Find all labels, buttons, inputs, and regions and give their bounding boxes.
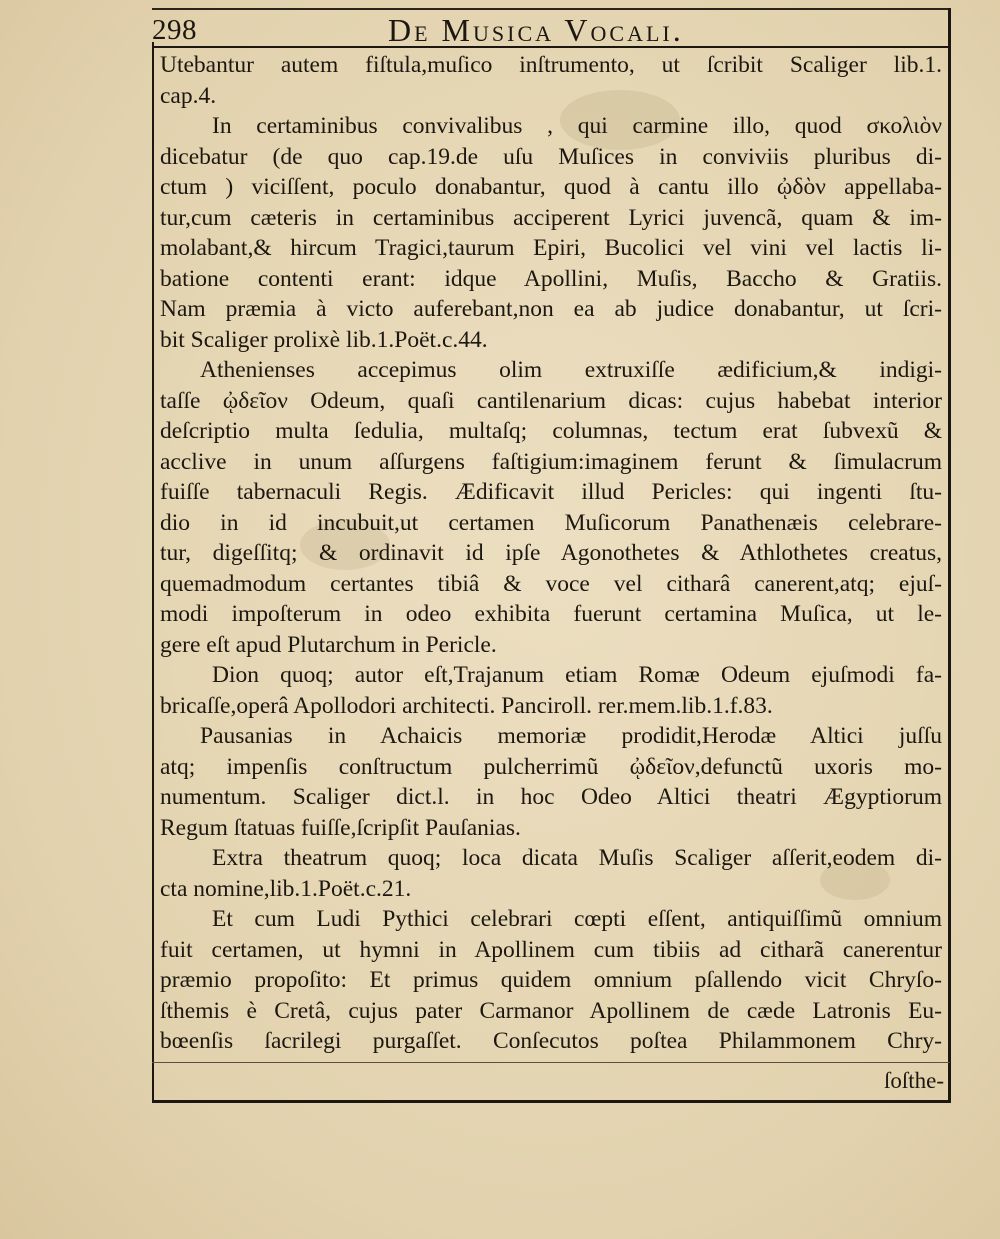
text-line: numentum. Scaliger dict.l. in hoc Odeo Altici theatri Ægyptiorum <box>160 784 942 810</box>
text-line: præmio propoſito: Et primus quidem omnium pſallendo vicit Chryſo- <box>160 967 942 993</box>
text-line: deſcriptio multa ſedulia, multaſq; columnas, tectum erat ſubvexũ & <box>160 418 942 444</box>
text-line: modi impoſterum in odeo exhibita fuerunt certamina Muſica, ut le- <box>160 601 942 627</box>
text-line: In certaminibus convivalibus , qui carmine illo, quod σκολιὸν <box>212 113 942 139</box>
text-line: gere eſt apud Plutarchum in Pericle. <box>160 631 497 658</box>
text-line: cap.4. <box>160 82 217 109</box>
text-line: ctum ) viciſſent, poculo donabantur, quod à cantu illo ᾠδὸν appellaba- <box>160 174 942 200</box>
text-line: Extra theatrum quoq; loca dicata Muſis Scaliger aſſerit,eodem di- <box>212 845 942 871</box>
text-line: Athenienses accepimus olim extruxiſſe ædificium,& indigi- <box>200 357 942 383</box>
text-line: atq; impenſis conſtructum pulcherrimũ ᾠδεῖον,defunctũ uxoris mo- <box>160 753 942 780</box>
bottom-rule <box>152 1062 950 1063</box>
text-line: acclive in unum aſſurgens faſtigium:imaginem ferunt & ſimulacrum <box>160 448 942 475</box>
page-number: 298 <box>152 14 197 46</box>
text-line: Et cum Ludi Pythici celebrari cœpti eſſent, antiquiſſimũ omnium <box>212 906 942 932</box>
body-text <box>160 50 942 1057</box>
text-line: Pausanias in Achaicis memoriæ prodidit,Herodæ Altici juſſu <box>200 723 942 749</box>
text-line: Nam præmia à victo auferebant,non ea ab judice donabantur, ut ſcri- <box>160 296 942 322</box>
text-line: Utebantur autem fiſtula,muſico inſtrumento, ut ſcribit Scaliger lib.1. <box>160 52 942 78</box>
text-line: Regum ſtatuas fuiſſe,ſcripſit Pauſanias. <box>160 814 521 841</box>
text-line: quemadmodum certantes tibiâ & voce vel citharâ canerent,atq; ejuſ- <box>160 570 942 597</box>
text-line: ſthemis è Cretâ, cujus pater Carmanor Apollinem de cæde Latronis Eu- <box>160 997 942 1024</box>
text-line: dicebatur (de quo cap.19.de uſu Muſices in conviviis pluribus di- <box>160 143 942 170</box>
text-line: cta nomine,lib.1.Poët.c.21. <box>160 875 412 902</box>
text-line: Dion quoq; autor eſt,Trajanum etiam Romæ Odeum ejuſmodi fa- <box>212 662 942 688</box>
text-line: fuit certamen, ut hymni in Apollinem cum tibiis ad citharã canerentur <box>160 936 942 963</box>
text-line: bit Scaliger prolixè lib.1.Poët.c.44. <box>160 326 488 353</box>
text-line: tur,cum cæteris in certaminibus acciperent Lyrici juvencã, quam & im- <box>160 204 942 231</box>
text-line: dio in id incubuit,ut certamen Muſicorum Panathenæis celebrare- <box>160 509 942 536</box>
text-line: batione contenti erant: idque Apollini, Muſis, Baccho & Gratiis. <box>160 265 942 292</box>
frame-left-rule <box>152 42 154 1100</box>
text-line: taſſe ᾠδεῖον Odeum, quaſi cantilenarium dicas: cujus habebat interior <box>160 387 942 414</box>
text-line: bricaſſe,operâ Apollodori architecti. Panciroll. rer.mem.lib.1.f.83. <box>160 692 773 719</box>
text-line: molabant,& hircum Tragici,taurum Epiri, Bucolici vel vini vel lactis li- <box>160 235 942 261</box>
catchword: ſoſthe- <box>883 1068 944 1093</box>
running-head: De Musica Vocali. <box>388 12 684 48</box>
text-line: bœenſis ſacrilegi purgaſſet. Conſecutos poſtea Philammonem Chry- <box>160 1028 942 1054</box>
text-line: fuiſſe tabernaculi Regis. Ædificavit illud Pericles: qui ingenti ſtu- <box>160 479 942 505</box>
text-line: tur, digeſſitq; & ordinavit id ipſe Agonothetes & Athlothetes creatus, <box>160 540 942 566</box>
